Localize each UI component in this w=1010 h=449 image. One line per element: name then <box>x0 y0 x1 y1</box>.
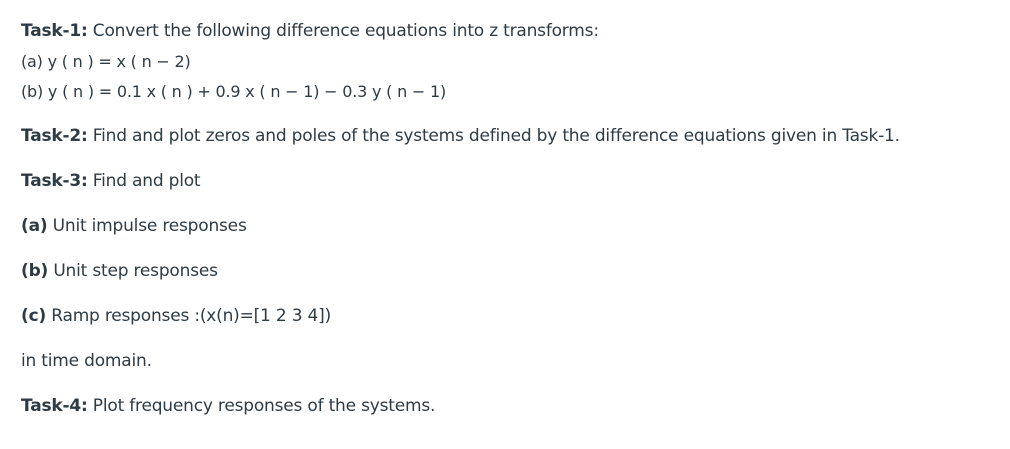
task3-item-b <box>21 260 218 282</box>
task3-footer: in time domain. <box>21 351 152 371</box>
task3-item-a-label: (a) <box>21 216 48 236</box>
task1-label: Task-1: <box>21 21 88 41</box>
task2-paragraph <box>21 125 900 147</box>
task3-item-b-text: Unit step responses <box>48 261 218 281</box>
task3-item-b-label: (b) <box>21 261 49 281</box>
task1-equation-b: (b) y ( n ) = 0.1 x ( n ) + 0.9 x ( n − 1) − 0.3 y ( n − 1) <box>21 82 447 101</box>
task4-label: Task-4: <box>21 396 88 416</box>
task3-item-c-label: (c) <box>21 306 47 326</box>
task3-item-c <box>21 305 331 327</box>
task4-paragraph <box>21 395 435 417</box>
task1-text: Convert the following difference equations into z transforms: <box>87 21 599 41</box>
task4-text: Plot frequency responses of the systems. <box>87 396 436 416</box>
task3-item-a <box>21 215 247 237</box>
task2-text: Find and plot zeros and poles of the systems defined by the difference equations given in Task-1. <box>87 126 900 146</box>
task3-text: Find and plot <box>87 171 201 191</box>
task2-label: Task-2: <box>21 126 88 146</box>
task3-heading <box>21 170 200 192</box>
task1-heading <box>21 20 599 42</box>
task3-item-c-text: Ramp responses :(x(n)=[1 2 3 4]) <box>46 306 331 326</box>
task3-item-a-text: Unit impulse responses <box>47 216 247 236</box>
task1-equation-a: (a) y ( n ) = x ( n − 2) <box>21 52 191 71</box>
task3-label: Task-3: <box>21 171 88 191</box>
